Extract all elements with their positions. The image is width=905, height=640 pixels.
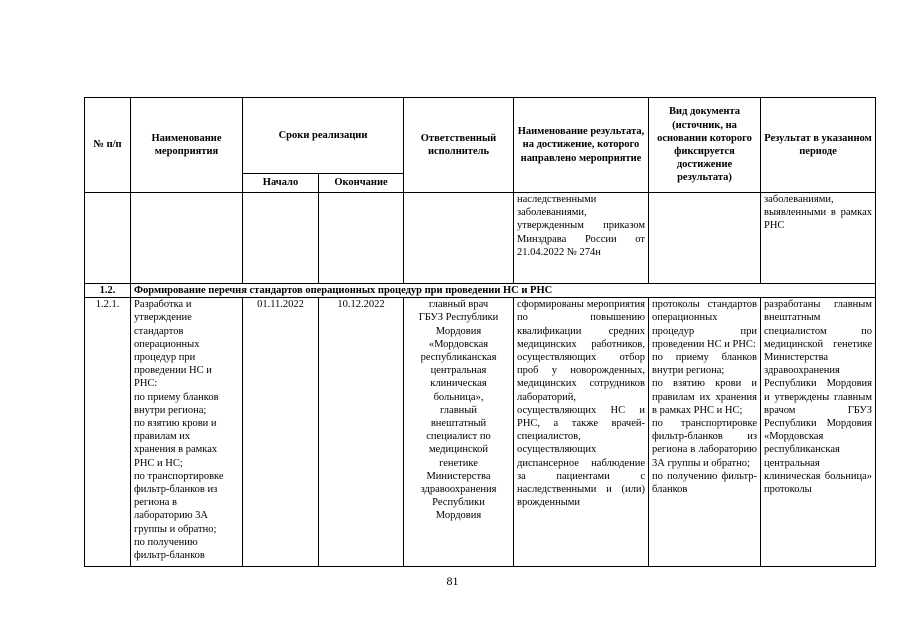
header-end: Окончание [319,174,404,193]
header-start: Начало [243,174,319,193]
cell-doc-type: протоколы стандартов операционных процедур при проведении НС и РНС: по приему бланков внутри региона; по взятию крови и правилам их хранения в рамках РНС и НС; по транспортировке фильтр-бланков из региона в лабораторию 3А группы и обратно; по получению фильтр-бланков [649,298,761,567]
header-num: № п/п [85,98,131,193]
continuation-row [85,193,876,284]
page-number: 81 [446,574,459,588]
header-responsible: Ответственный исполнитель [404,98,514,193]
header-result-period: Результат в указанном периоде [761,98,876,193]
header-row [85,98,876,174]
cell-empty [243,193,319,284]
measures-table [84,97,876,567]
cell-empty [85,193,131,284]
cell-result-name: сформированы мероприятия по повышению квалификации средних медицинских работников, осуществляющих отбор проб у новорожденных, медицинских сотрудников лабораторий, осуществляющих НС и РНС, а также врачей-специалистов, осуществляющих диспансерное наблюдение за пациентами с наследственными и (или) врожденными [514,298,649,567]
table-row [85,298,876,567]
header-terms: Сроки реализации [243,98,404,174]
cell-result-name-continued: наследственными заболеваниями, утвержденным приказом Минздрава России от 21.04.2022 № 274н [514,193,649,284]
cell-event: Разработка и утверждение стандартов операционных процедур при проведении НС и РНС: по приему бланков внутри региона; по взятию крови и правилам их хранения в рамках РНС и НС; по транспортировке фильтр-бланков из региона в лабораторию 3А группы и обратно; по получению фильтр-бланков [131,298,243,567]
cell-empty [404,193,514,284]
section-number: 1.2. [85,284,131,298]
cell-end-date: 10.12.2022 [319,298,404,567]
cell-empty [131,193,243,284]
cell-result-period-continued: заболеваниями, выявленными в рамках РНС [761,193,876,284]
cell-empty [649,193,761,284]
cell-responsible: главный врач ГБУЗ Республики Мордовия «Мордовская республиканская центральная клиническая больница», главный внештатный специалист по медицинской генетике Министерства здравоохранения Республики Мордовия [404,298,514,567]
cell-result-period: разработаны главным внештатным специалистом по медицинской генетике Министерства здравоохранения Республики Мордовия и утверждены главным врачом ГБУЗ Республики Мордовия «Мордовская республиканская центральная клиническая больница» протоколы [761,298,876,567]
header-event: Наименование мероприятия [131,98,243,193]
header-result-name: Наименование результата, на достижение, которого направлено мероприятие [514,98,649,193]
section-row [85,284,876,298]
header-doc-type: Вид документа (источник, на основании которого фиксируется достижение результата) [649,98,761,193]
section-title: Формирование перечня стандартов операционных процедур при проведении НС и РНС [131,284,876,298]
cell-start-date: 01.11.2022 [243,298,319,567]
cell-empty [319,193,404,284]
row-number: 1.2.1. [85,298,131,567]
